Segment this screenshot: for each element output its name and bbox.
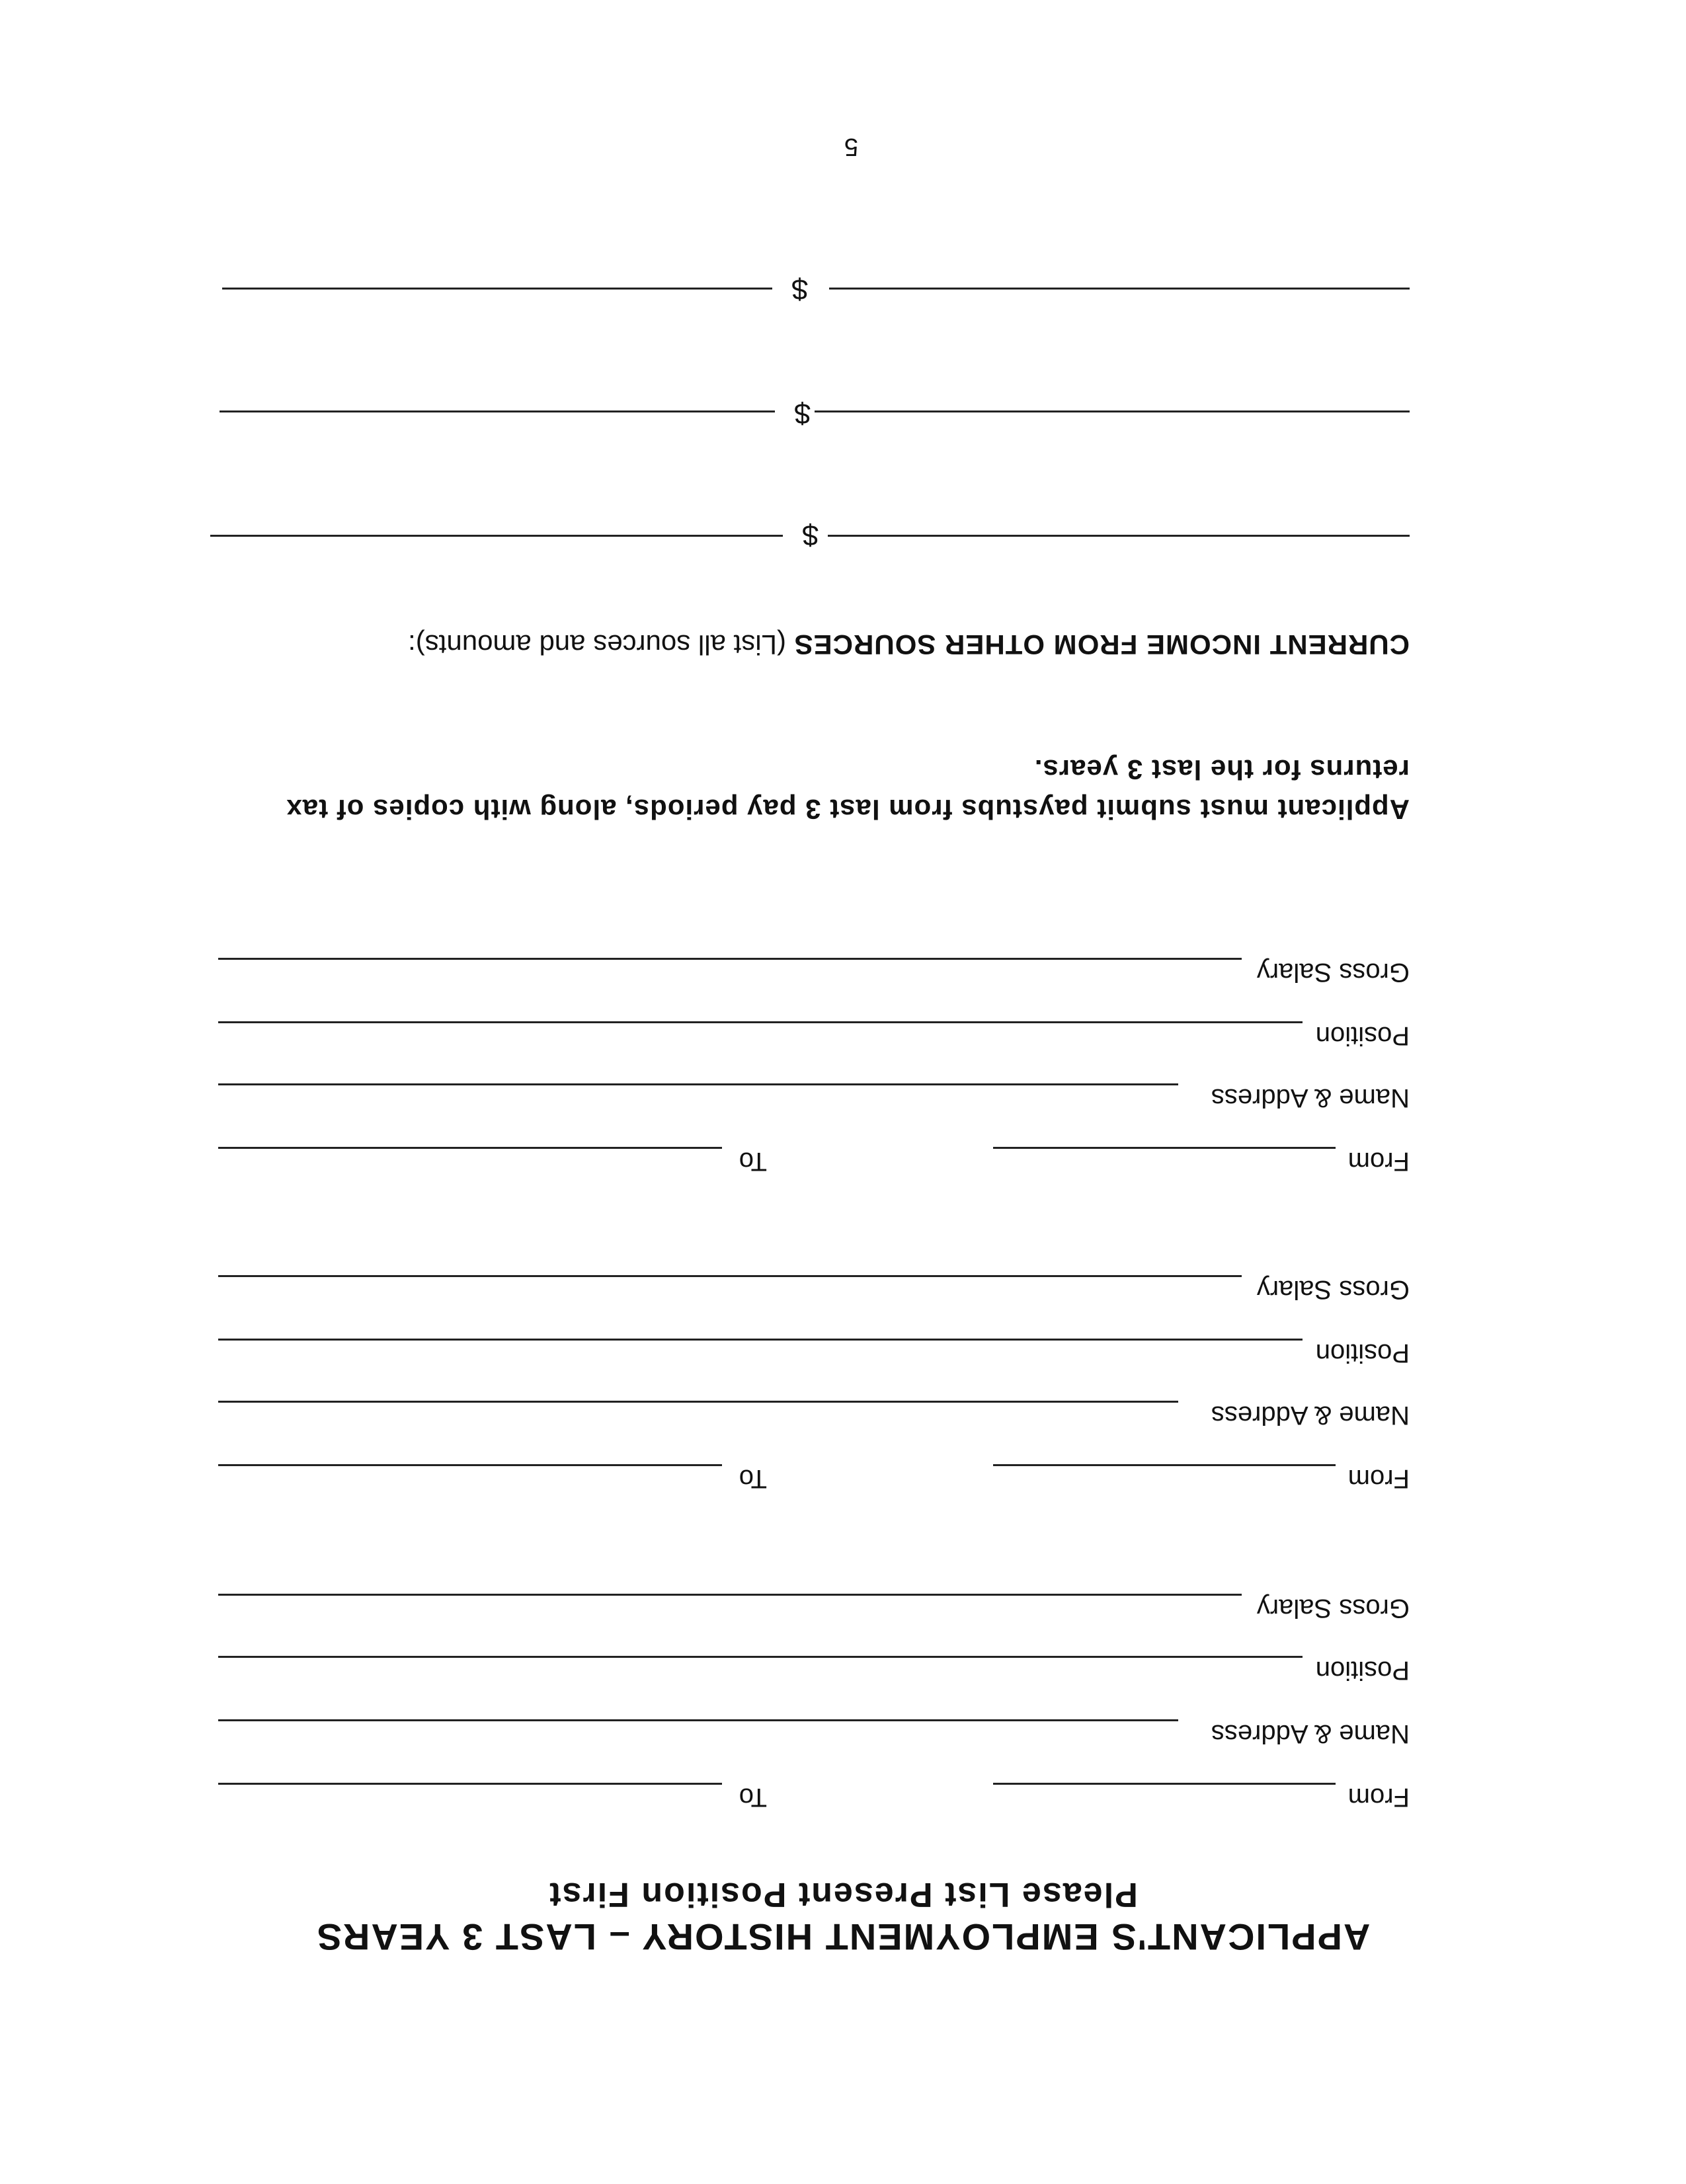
to-label: To — [739, 1783, 767, 1812]
gross-salary-field[interactable] — [218, 1594, 1242, 1596]
name-address-field[interactable] — [218, 1719, 1178, 1721]
name-address-field[interactable] — [218, 1401, 1178, 1403]
from-field[interactable] — [993, 1464, 1336, 1466]
dollar-sign: $ — [791, 273, 808, 305]
name-address-field[interactable] — [218, 1083, 1178, 1085]
position-field[interactable] — [218, 1021, 1303, 1023]
dollar-sign: $ — [794, 397, 811, 430]
name-address-label: Name & Address — [1211, 1083, 1410, 1112]
from-field[interactable] — [993, 1147, 1336, 1149]
from-label: From — [1347, 1783, 1410, 1812]
from-label: From — [1347, 1147, 1410, 1176]
to-label: To — [739, 1464, 767, 1493]
to-field[interactable] — [218, 1147, 722, 1149]
to-field[interactable] — [218, 1783, 722, 1785]
page-title: APPLICANT'S EMPLOYMENT HISTORY – LAST 3 YEARS — [315, 1916, 1371, 1958]
other-income-note: (List all sources and amounts): — [408, 629, 786, 660]
to-field[interactable] — [218, 1464, 722, 1466]
gross-salary-field[interactable] — [218, 958, 1242, 960]
other-income-heading-text: CURRENT INCOME FROM OTHER SOURCES — [793, 629, 1410, 660]
position-label: Position — [1315, 1339, 1410, 1368]
income-source-field-3[interactable] — [829, 288, 1410, 290]
position-label: Position — [1315, 1656, 1410, 1685]
to-label: To — [739, 1147, 767, 1176]
income-source-field-2[interactable] — [815, 410, 1410, 412]
from-label: From — [1347, 1464, 1410, 1493]
position-label: Position — [1315, 1021, 1410, 1050]
name-address-label: Name & Address — [1211, 1719, 1410, 1748]
income-source-field-1[interactable] — [828, 535, 1410, 537]
gross-salary-label: Gross Salary — [1256, 1594, 1410, 1623]
other-income-heading — [408, 628, 1410, 661]
paystub-instructions: Applicant must submit paystubs from last 3 pay periods, along with copies of tax returns for the last 3 years. — [286, 754, 1410, 825]
position-field[interactable] — [218, 1656, 1303, 1658]
income-amount-field-2[interactable] — [220, 410, 775, 412]
dollar-sign: $ — [802, 519, 819, 551]
page-subtitle: Please List Present Position First — [548, 1875, 1138, 1914]
income-amount-field-1[interactable] — [210, 535, 783, 537]
page-number: 5 — [844, 133, 858, 161]
income-amount-field-3[interactable] — [222, 288, 772, 290]
from-field[interactable] — [993, 1783, 1336, 1785]
name-address-label: Name & Address — [1211, 1401, 1410, 1430]
gross-salary-label: Gross Salary — [1256, 958, 1410, 987]
position-field[interactable] — [218, 1339, 1303, 1341]
gross-salary-field[interactable] — [218, 1275, 1242, 1277]
gross-salary-label: Gross Salary — [1256, 1275, 1410, 1304]
